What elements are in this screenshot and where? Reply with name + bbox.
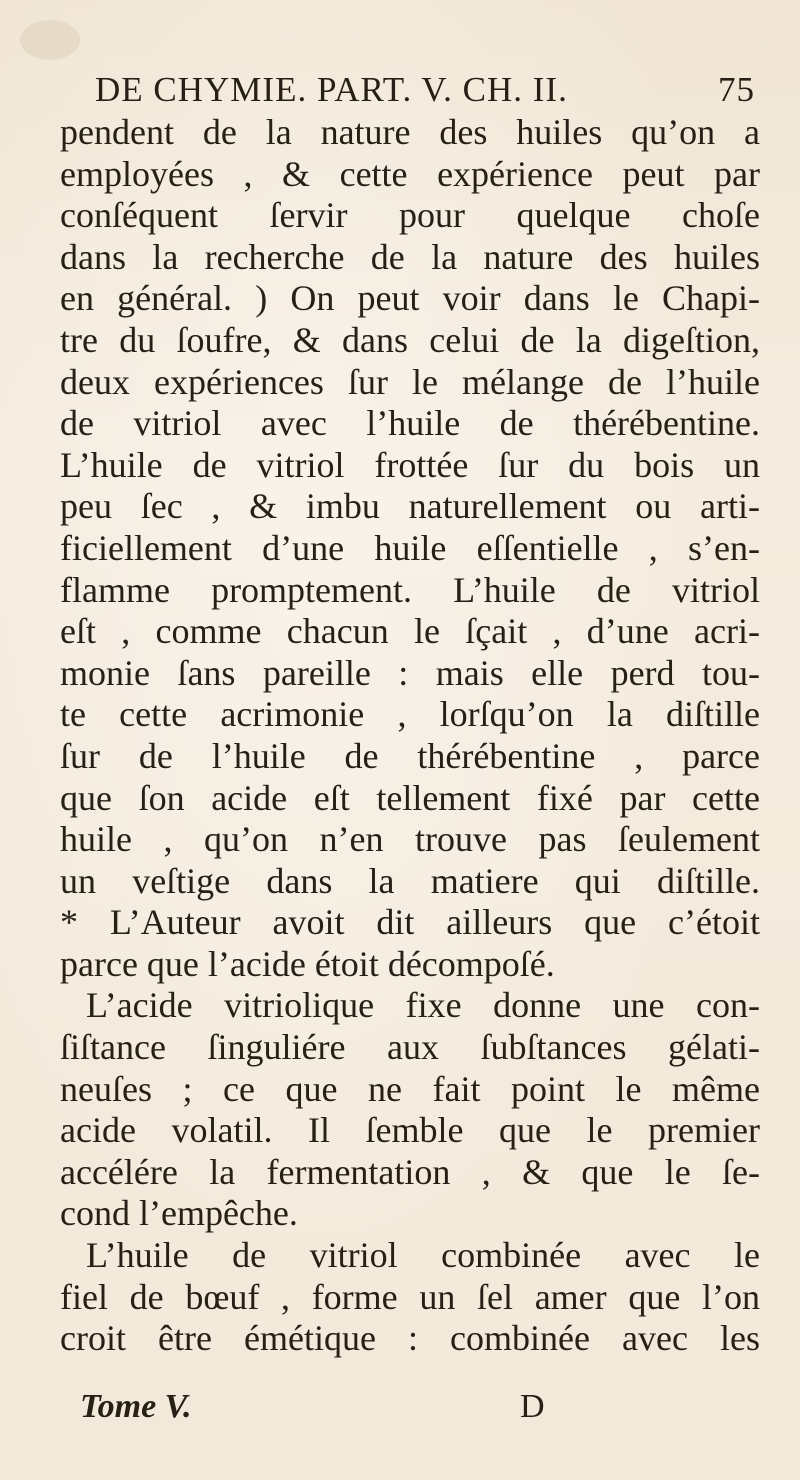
text-line: de vitriol avec l’huile de thérébentine. [60,403,760,444]
text-line: deux expériences ſur le mélange de l’huile [60,361,760,402]
text-line: employées , & cette expérience peut par [60,153,760,194]
text-line: cond l’empêche. [60,1193,298,1234]
page-header [95,70,755,114]
text-line: L’huile de vitriol combinée avec le [86,1235,760,1276]
text-line: te cette acrimonie , lorſqu’on la diſtille [60,694,760,735]
text-line: monie ſans pareille : mais elle perd tou- [60,652,760,693]
volume-mark: Tome V. [80,1388,192,1425]
page-footer [80,1388,620,1432]
footnote-line: parce que l’acide étoit décompoſé. [60,943,555,984]
body-text [60,112,760,1360]
text-line: L’acide vitriolique fixe donne une con- [86,985,760,1026]
text-line: flamme promptement. L’huile de vitriol [60,569,760,610]
paper-stain [20,20,80,60]
text-line: peu ſec , & imbu naturellement ou arti- [60,486,760,527]
text-line: tre du ſoufre, & dans celui de la digeſtion, [60,319,760,360]
page-number: 75 [718,70,755,109]
text-line: dans la recherche de la nature des huiles [60,236,760,277]
text-line: acide volatil. Il ſemble que le premier [60,1110,760,1151]
text-line: que ſon acide eſt tellement fixé par cette [60,777,760,818]
text-line: en général. ) On peut voir dans le Chapi- [60,278,760,319]
running-title: DE CHYMIE. PART. V. CH. II. [95,70,568,109]
signature-mark: D [520,1388,545,1425]
text-line: eſt , comme chacun le ſçait , d’une acri- [60,611,760,652]
text-line: ſur de l’huile de thérébentine , parce [60,735,760,776]
text-line: L’huile de vitriol frottée ſur du bois un [60,444,760,485]
text-line: pendent de la nature des huiles qu’on a [60,112,760,152]
text-line: fiel de bœuf , forme un ſel amer que l’on [60,1276,760,1317]
text-line: huile , qu’on n’en trouve pas ſeulement [60,819,760,860]
footnote-line: * L’Auteur avoit dit ailleurs que c’étoit [60,902,760,943]
text-line: conſéquent ſervir pour quelque choſe [60,195,760,236]
text-line: ſiſtance ſinguliére aux ſubſtances gélati- [60,1027,760,1068]
text-line: un veſtige dans la matiere qui diſtille. [60,860,760,901]
text-line: ficiellement d’une huile eſſentielle , s’en- [60,527,760,568]
text-line: croit être émétique : combinée avec les [60,1318,760,1359]
text-line: neuſes ; ce que ne fait point le même [60,1068,760,1109]
text-line: accélére la fermentation , & que le ſe- [60,1151,760,1192]
